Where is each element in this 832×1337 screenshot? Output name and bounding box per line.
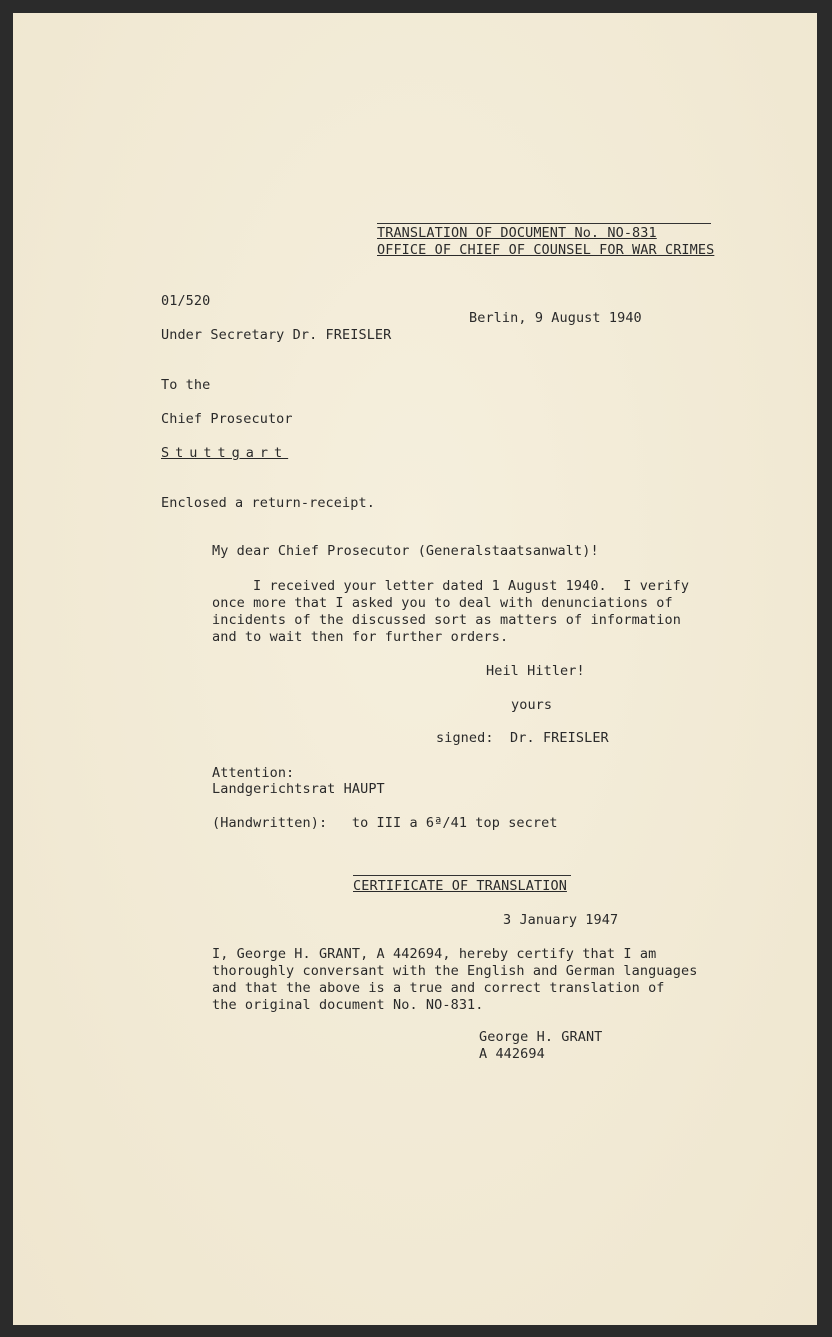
certificate-line-3: and that the above is a true and correct translation of — [212, 980, 665, 996]
body-line-1: I received your letter dated 1 August 1940. I verify — [253, 578, 690, 594]
attention-name: Landgerichtsrat HAUPT — [212, 781, 385, 797]
enclosure-note: Enclosed a return-receipt. — [161, 495, 375, 511]
handwritten-note: (Handwritten): to III a 6ª/41 top secret — [212, 815, 558, 831]
document-page — [13, 13, 817, 1325]
salutation: My dear Chief Prosecutor (Generalstaatsanwalt)! — [212, 543, 599, 559]
certificate-title: CERTIFICATE OF TRANSLATION — [353, 878, 567, 894]
yours: yours — [511, 697, 553, 713]
certificate-date: 3 January 1947 — [503, 912, 619, 928]
attention-label: Attention: — [212, 765, 295, 781]
header-line-2: OFFICE OF CHIEF OF COUNSEL FOR WAR CRIMES — [377, 242, 715, 258]
recipient: Chief Prosecutor — [161, 411, 293, 427]
certificate-line-1: I, George H. GRANT, A 442694, hereby certify that I am — [212, 946, 657, 962]
signer-name: George H. GRANT — [479, 1029, 603, 1045]
header-top-rule — [377, 223, 711, 224]
to-line: To the — [161, 377, 211, 393]
body-line-3: incidents of the discussed sort as matters of information — [212, 612, 681, 628]
sender: Under Secretary Dr. FREISLER — [161, 327, 392, 343]
recipient-city: Stuttgart — [161, 445, 289, 461]
closing: Heil Hitler! — [486, 663, 585, 679]
date-place: Berlin, 9 August 1940 — [469, 310, 642, 326]
certificate-line-4: the original document No. NO-831. — [212, 997, 484, 1013]
signature-line: signed: Dr. FREISLER — [436, 730, 609, 746]
certificate-top-rule — [353, 875, 571, 876]
header-line-1: TRANSLATION OF DOCUMENT No. NO-831 — [377, 225, 657, 241]
signer-id: A 442694 — [479, 1046, 545, 1062]
body-line-2: once more that I asked you to deal with denunciations of — [212, 595, 673, 611]
reference-number: 01/520 — [161, 293, 211, 309]
body-line-4: and to wait then for further orders. — [212, 629, 509, 645]
certificate-line-2: thoroughly conversant with the English and German languages — [212, 963, 698, 979]
